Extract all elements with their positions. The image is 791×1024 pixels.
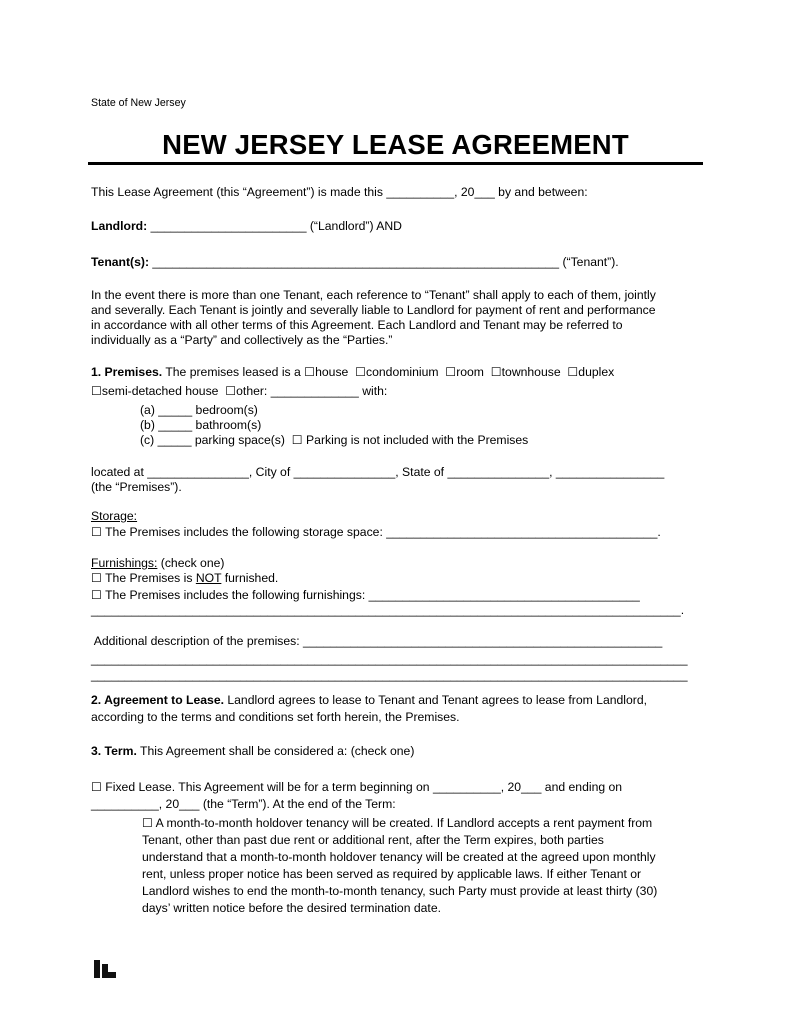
tenant-label: Tenant(s): — [91, 255, 149, 269]
holdover-line: Landlord wishes to end the month-to-month tenancy, such Party must provide at least thirty (30) — [142, 884, 658, 898]
parties-paragraph-line: individually as a “Party” and collectively as the “Parties.” — [91, 333, 393, 347]
document-logo-icon — [94, 960, 116, 978]
fixed-lease-option: ☐ Fixed Lease. This Agreement will be for a term beginning on __________, 20___ and ending on — [91, 780, 623, 794]
parties-paragraph-line: in accordance with all other terms of this Agreement. Each Landlord and Tenant may be referred to — [91, 318, 623, 332]
furnishings-includes-option: ☐ The Premises includes the following furnishings: ________________________________________ — [91, 588, 640, 602]
document-title: NEW JERSEY LEASE AGREEMENT — [162, 129, 629, 160]
furnishings-heading: Furnishings: (check one) — [91, 556, 225, 570]
tenant-line — [91, 255, 619, 270]
location-line: located at _______________, City of _______________, State of _______________, ________________ — [91, 465, 665, 479]
storage-line: ☐ The Premises includes the following storage space: ________________________________________. — [91, 525, 661, 539]
premises-item: (c) _____ parking space(s) ☐ Parking is not included with the Premises — [140, 433, 529, 447]
premises-other-line: ☐semi-detached house ☐other: _____________ with: — [91, 384, 388, 398]
agreement-to-lease-line: 2. Agreement to Lease. Landlord agrees to lease to Tenant and Tenant agrees to lease from Landlord, — [91, 693, 648, 707]
fixed-lease-line: __________, 20___ (the “Term”). At the end of the Term: — [91, 797, 396, 811]
holdover-option: ☐ A month-to-month holdover tenancy will be created. If Landlord accepts a rent payment from — [142, 816, 653, 830]
location-line: (the “Premises”). — [91, 480, 182, 494]
term-heading: 3. Term. — [91, 744, 137, 758]
landlord-blank: _______________________ (“Landlord”) AND — [147, 219, 402, 233]
premises-line — [91, 365, 614, 380]
parties-paragraph-line: and severally. Each Tenant is jointly and severally liable to Landlord for payment of rent and performance — [91, 303, 656, 317]
holdover-line: Tenant, other than past due rent or additional rent, after the Term expires, both parties — [142, 833, 604, 847]
premises-heading: 1. Premises. — [91, 365, 163, 379]
furnishings-not-option: ☐ The Premises is NOT furnished. — [91, 571, 279, 585]
parties-paragraph-line: In the event there is more than one Tenant, each reference to “Tenant” shall apply to each of them, jointly — [91, 288, 656, 302]
storage-heading: Storage: — [91, 509, 138, 523]
additional-blank-line: ________________________________________________________________________________________ — [91, 652, 688, 666]
intro-line: This Lease Agreement (this “Agreement”) is made this __________, 20___ by and between: — [91, 185, 588, 199]
premises-item: (a) _____ bedroom(s) — [140, 403, 258, 417]
agreement-to-lease-heading: 2. Agreement to Lease. — [91, 693, 224, 707]
landlord-line — [91, 219, 402, 234]
premises-item: (b) _____ bathroom(s) — [140, 418, 262, 432]
premises-type-options: The premises leased is a ☐house ☐condominium ☐room ☐townhouse ☐duplex — [162, 365, 615, 379]
holdover-line: rent, unless proper notice has been served as required by applicable laws. If either Tenant or — [142, 867, 642, 881]
landlord-label: Landlord: — [91, 219, 148, 233]
agreement-to-lease-line: according to the terms and conditions set forth herein, the Premises. — [91, 710, 460, 724]
additional-blank-line: ________________________________________________________________________________________ — [91, 668, 688, 682]
term-line: 3. Term. This Agreement shall be considered a: (check one) — [91, 744, 415, 758]
title-rule — [88, 162, 703, 165]
holdover-line: days’ written notice before the desired termination date. — [142, 901, 441, 915]
additional-description-line: Additional description of the premises: _____________________________________________________ — [91, 634, 663, 648]
state-label: State of New Jersey — [91, 97, 186, 109]
tenant-blank: ____________________________________________________________ (“Tenant”). — [149, 255, 619, 269]
furnishings-blank-line: _______________________________________________________________________________________. — [91, 603, 685, 617]
holdover-line: understand that a month-to-month holdover tenancy will be created at the agreed upon monthly — [142, 850, 656, 864]
